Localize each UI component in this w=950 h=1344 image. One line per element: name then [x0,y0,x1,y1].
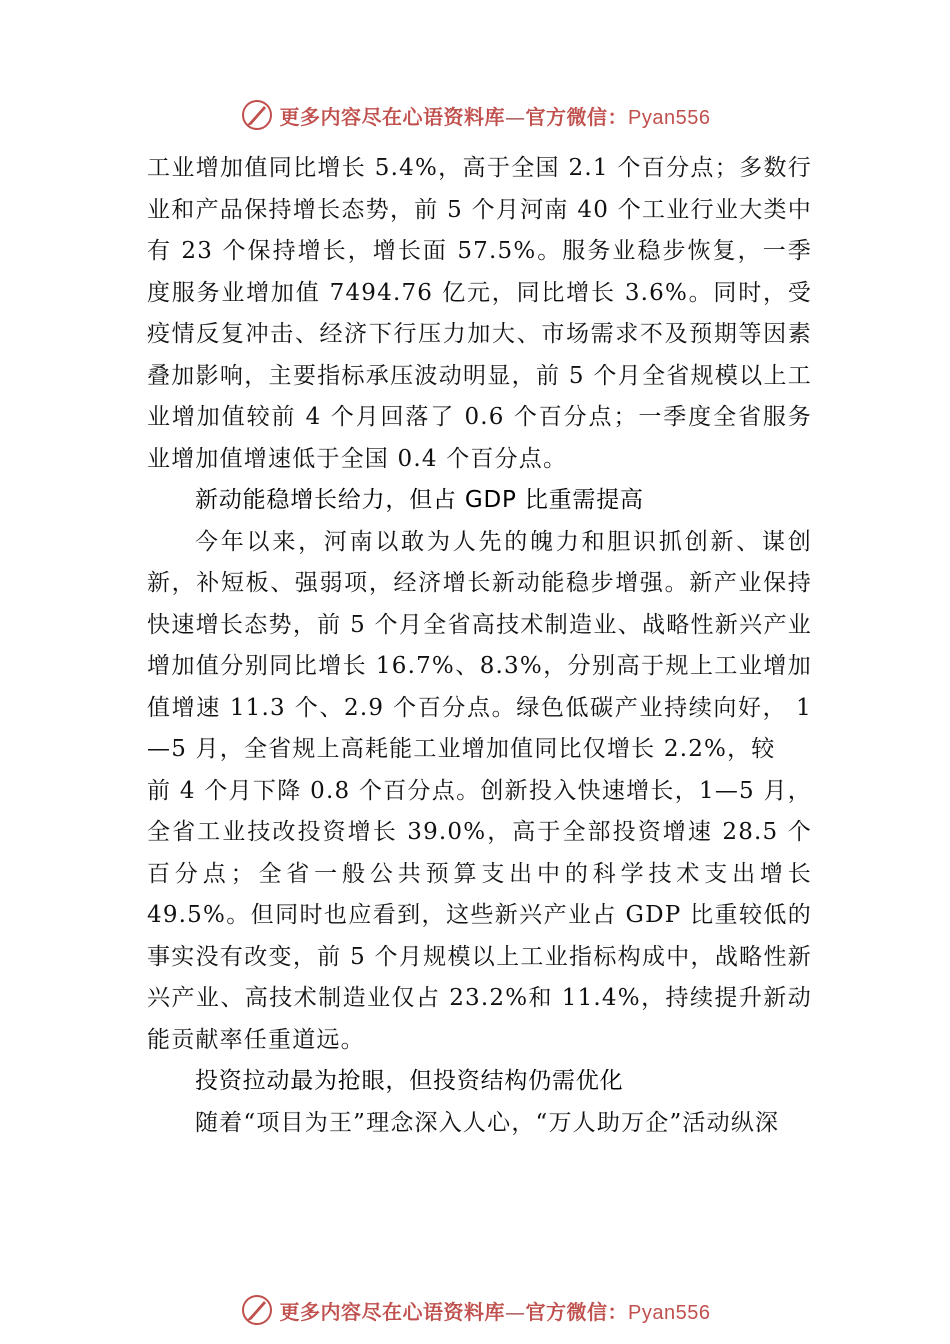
paragraph-2: 今年以来，河南以敢为人先的魄力和胆识抓创新、谋创新，补短板、强弱项，经济增长新动能稳步增强。新产业保持快速增长态势，前 5 个月全省高技术制造业、战略性新兴产业增加值分别同比增长 16.7%、8.3%，分别高于规上工业增加值增速 11.3 个、2.9 个百分点。绿色低碳产业持续向好， 1—5 月，全省规上高耗能工业增加值同比仅增长 2.2%，较 [147,528,812,762]
paragraph-3: 前 4 个月下降 0.8 个百分点。创新投入快速增长，1—5 月，全省工业技改投资增长 39.0%，高于全部投资增速 28.5 个百分点；全省一般公共预算支出中的科学技术支出增长 49.5%。但同时也应看到，这些新兴产业占 GDP 比重较低的事实没有改变，前 5 个月规模以上工业指标构成中，战略性新兴产业、高技术制造业仅占 23.2%和 11.4%，持续提升新动能贡献率任重道远。 [147,777,812,1053]
section-heading-new-momentum: 新动能稳增长给力，但占 GDP 比重需提高 [195,487,644,513]
quill-logo-icon [240,98,274,132]
watermark-banner-bottom [0,1290,950,1330]
section-heading-investment: 投资拉动最为抢眼，但投资结构仍需优化 [195,1068,624,1094]
watermark-text: 更多内容尽在心语资料库—官方微信：Pyan556 [279,104,711,129]
document-body [147,148,812,1144]
quill-logo-icon [240,1293,274,1327]
watermark-text: 更多内容尽在心语资料库—官方微信：Pyan556 [279,1299,711,1324]
watermark-banner-top [0,95,950,135]
paragraph-4: 随着“项目为王”理念深入人心，“万人助万企”活动纵深 [195,1109,780,1136]
paragraph-1: 工业增加值同比增长 5.4%，高于全国 2.1 个百分点；多数行业和产品保持增长态势，前 5 个月河南 40 个工业行业大类中有 23 个保持增长，增长面 57.5%。服务业稳步恢复，一季度服务业增加值 7494.76 亿元，同比增长 3.6%。同时，受疫情反复冲击、经济下行压力加大、市场需求不及预期等因素叠加影响，主要指标承压波动明显，前 5 个月全省规模以上工业增加值较前 4 个月回落了 0.6 个百分点；一季度全省服务业增加值增速低于全国 0.4 个百分点。 [147,155,812,472]
